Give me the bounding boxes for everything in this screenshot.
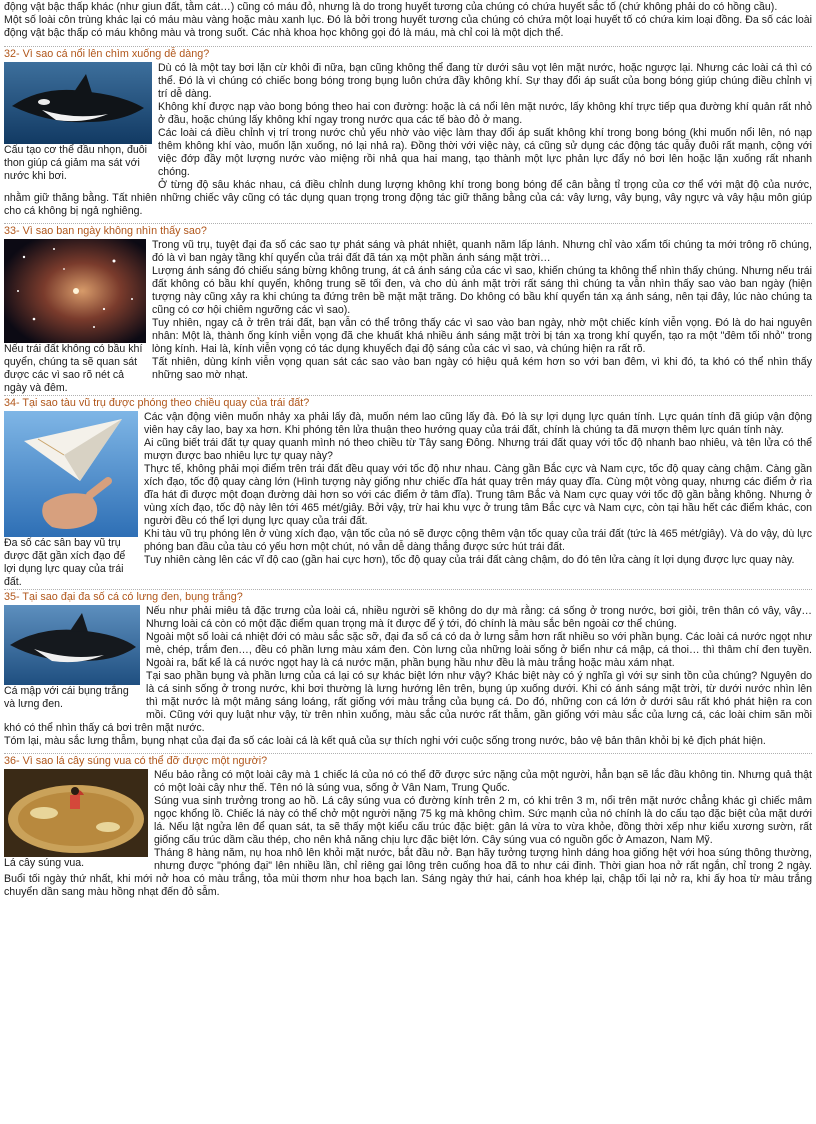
paragraph: Tuy nhiên, ngay cả ở trên trái đất, bạn vẫn có thể trông thấy các vì sao vào ban ngày, nhờ một chiếc kính viễn vọng. Đó là do hai nguyên nhân: Một là, thành ống kính viễn vọng đã che khuất khá nhiều ánh sáng mặt trời bị tán xạ trong khí quyển, tạo ra một "đêm tối nhỏ" trong lòng kính. Hai là, kính viễn vọng có tác dụng khuyếch đại độ sáng của các vì sao, và chúng hiện ra rất rõ.: [152, 317, 812, 355]
paragraph: Các vận động viên muốn nhảy xa phải lấy đà, muốn ném lao cũng lấy đà. Đó là sự lợi dụng lực quán tính. Lực quán tính đã giúp vận động viên hay cây lao, bay xa hơn. Khi phóng tên lửa thuận theo hướng quay của trái đất, chính là chúng ta đã mượn thêm lực quán tính này.: [144, 411, 812, 436]
figure: [4, 411, 138, 589]
figure-caption: Đa số các sân bay vũ trụ được đặt gần xích đạo để lợi dụng lực quay của trái đất.: [4, 537, 126, 588]
document-page: [0, 1, 816, 1124]
paragraph: Tất nhiên, dùng kính viễn vọng quan sát các sao vào ban ngày có hiệu quả kém hơn so với ban đêm, vì khi đó, ta khó có thể nhìn thấy những sao mờ nhạt.: [152, 356, 812, 381]
figure: [4, 62, 152, 183]
star-field-photo: [4, 239, 146, 343]
figure: [4, 769, 148, 870]
paragraph: Khi tàu vũ trụ phóng lên ở vùng xích đạo, vận tốc của nó sẽ được cộng thêm vận tốc quay của trái đất (tức là 465 mét/giây). Và do vậy, dù lực phóng ban đầu của tàu có yếu hơn một chút, nó vẫn dễ dàng thắng được sức hút trái đất.: [144, 528, 812, 553]
paragraph: Tuy nhiên càng lên các vĩ độ cao (gần hai cực hơn), tốc độ quay của trái đất càng chậm, do đó tên lửa càng ít lợi dụng được lực quay này.: [144, 554, 795, 566]
section-heading: 35- Tại sao đại đa số cá có lưng đen, bụng trắng?: [4, 591, 243, 603]
paragraph: Ở từng độ sâu khác nhau, cá điều chỉnh dung lượng không khí trong bong bóng để cân bằng tỉ trọng của cơ thể với mật độ của nước, nhằm giữ thăng bằng. Tất nhiên những chiếc vây cũng có tác dụng quan trọng trong động tác giữ thăng bằng của cá: vây lưng, vây bụng, vây ngực và vây hậu môn giúp cho cá không bị ngả nghiêng.: [4, 179, 812, 217]
section-33: [4, 223, 812, 394]
water-lily-leaf-photo: [4, 769, 148, 857]
figure-caption: Lá cây súng vua.: [4, 857, 85, 869]
section-heading: 33- Vì sao ban ngày không nhìn thấy sao?: [4, 225, 207, 237]
figure: [4, 239, 146, 395]
section-35: [4, 589, 812, 748]
section-36: [4, 753, 812, 899]
paper-plane-photo: [4, 411, 138, 537]
section-divider: [4, 46, 812, 47]
paragraph: Súng vua sinh trưởng trong ao hồ. Lá cây súng vua có đường kính trên 2 m, có khi trên 3 m, nổi trên mặt nước chẳng khác gì chiếc mâm ngọc khổng lồ. Chiếc lá này có thể chở một người nặng 75 kg mà không chìm. Sức mạnh của nó chính là do cấu tạo đặc biệt của mặt dưới lá. Nếu lật ngửa lên để quan sát, ta sẽ thấy một kiểu cấu trúc đặc biệt: gân lá vừa to vừa khỏe, đồng thời xếp như kiểu xương sườn, rất giống cấu trúc dầm cầu thép, cho nên khả năng chịu lực đặc biệt lớn. Cây súng vua có nguồn gốc ở Amazon, Nam Mỹ.: [154, 795, 812, 846]
paragraph: Tóm lại, màu sắc lưng thẫm, bụng nhạt của đại đa số các loài cá là kết quả của sự thích nghi với cuộc sống trong nước, bảo vệ bản thân khỏi bị kẻ địch phát hiện.: [4, 735, 766, 747]
paragraph: Ngoài một số loài cá nhiệt đới có màu sắc sặc sỡ, đại đa số cá có da ở lưng sẫm hơn rất nhiều so với phần bụng. Các loài cá nước ngọt như mè, chép, trắm đen…, đều có phần lưng màu xám đen. Còn lưng của những loài sống ở biển như cá mập, cá thoi… thì thâm chí đen tuyền. Ngoài ra, bất kể là cá nước ngọt hay là cá nước mặn, phần bụng hầu như đều là màu trắng hoặc màu xám nhạt.: [146, 631, 812, 669]
paragraph: Tại sao phần bụng và phần lưng của cá lại có sự khác biệt lớn như vậy? Khác biệt này có ý nghĩa gì với sự sinh tồn của chúng? Nguyên do là cá sinh sống ở trong nước, khi bơi thường là lưng hướng lên trên, bụng úp xuống dưới. Khi có ánh sáng mặt trời, từ dưới nước nhìn lên thì mặt nước là một mảng sáng loáng, rất giống với màu trắng của bụng cá. Do đó, những con cá lớn ở dưới sâu rất khó phát hiện ra con mồi. Cũng với quy luật như vậy, từ trên nhìn xuống, màu sắc của nước rất thẫm, gần giống với màu sắc của lưng cá, các loài chim săn mồi khó có thể nhìn thấy cá bơi trên mặt nước.: [4, 670, 812, 734]
paragraph: Không khí được nạp vào bong bóng theo hai con đường: hoặc là cá nổi lên mặt nước, lấy không khí trực tiếp qua đường khí quản rất nhỏ ở đầu, hoặc chúng lấy không khí ngay trong nước qua các tế bào đỏ ở mang.: [158, 101, 812, 126]
paragraph: Ai cũng biết trái đất tự quay quanh mình nó theo chiều từ Tây sang Đông. Nhưng trái đất quay với tốc độ nhanh bao nhiêu, và tên lửa có thể mượn được bao nhiêu lực tự quay này?: [144, 437, 812, 462]
shark-photo: [4, 605, 140, 685]
figure-caption: Nếu trái đất không có bầu khí quyển, chúng ta sẽ quan sát được các vì sao rõ nét cả ngày và đêm.: [4, 343, 143, 394]
figure: [4, 605, 140, 711]
section-32: [4, 46, 812, 218]
paragraph: Nếu bảo rằng có một loài cây mà 1 chiếc lá của nó có thể đỡ được sức nặng của một người, hẳn bạn sẽ lắc đầu không tin. Nhưng quả thật có một loài cây như thế. Tên nó là súng vua, sống ở Vân Nam, Trung Quốc.: [154, 769, 812, 794]
figure-caption: Cấu tạo cơ thể đầu nhọn, đuôi thon giúp cá giảm ma sát với nước khi bơi.: [4, 144, 148, 182]
intro-block: [4, 1, 812, 40]
section-divider: [4, 589, 812, 590]
paragraph: Nếu như phải miêu tả đặc trưng của loài cá, nhiều người sẽ không do dự mà rằng: cá sống ở trong nước, bơi giỏi, trên thân có vây, vây… Nhưng loài cá còn có một đặc điểm quan trọng mà ít được để ý tới, đó chính là màu sắc bên ngoài cơ thể chúng.: [146, 605, 812, 630]
paragraph: Trong vũ trụ, tuyệt đại đa số các sao tự phát sáng và phát nhiệt, quanh năm lấp lánh. Nhưng chỉ vào xẩm tối chúng ta mới trông rõ chúng, đó là vì ban ngày tầng khí quyển của trái đất đã tán xạ một phần ánh sáng mặt trời…: [152, 239, 812, 264]
paragraph: Lượng ánh sáng đó chiếu sáng bừng không trung, át cả ánh sáng của các vì sao, khiến chúng ta không thể nhìn thấy chúng. Nhưng nếu trái đất không có bầu khí quyển, không trung sẽ tối đen, và cho dù ánh mặt trời rất sáng thì chúng ta vẫn nhìn thấy sao vào ban ngày (hiện tượng này cũng xảy ra khi chúng ta đứng trên bề mặt mặt trăng. Do không có bầu khí quyển tán xạ ánh sáng, nên tại đây, lúc nào chúng ta cũng có cơ hội chiêm ngưỡng các vì sao).: [152, 265, 812, 316]
section-divider: [4, 223, 812, 224]
figure-caption: Cá mập với cái bụng trắng và lưng đen.: [4, 685, 129, 710]
section-heading: 32- Vì sao cá nổi lên chìm xuống dễ dàng?: [4, 48, 210, 60]
section-divider: [4, 395, 812, 396]
intro-paragraph: Một số loài côn trùng khác lại có máu màu vàng hoặc màu xanh lục. Đó là bởi trong huyết tương của chúng có chứa một loại huyết tố có chứa kim loại đồng. Đa số các loài động vật bậc thấp có máu không màu và trong suốt. Các nhà khoa học không gọi đó là máu, mà chỉ coi là một dịch thể.: [4, 14, 812, 39]
paragraph: Dù có là một tay bơi lặn cừ khôi đi nữa, bạn cũng không thể đang từ dưới sâu vọt lên mặt nước, hoặc ngược lại. Nhưng các loài cá thì có thể. Đó là vì chúng có chiếc bong bóng trong bụng luôn chứa đầy không khí. Sự thay đổi áp suất của bong bóng giúp chúng điều chỉnh vị trí dễ dàng.: [158, 62, 812, 100]
intro-paragraph: động vật bậc thấp khác (như giun đất, tằm cát…) cũng có máu đỏ, nhưng là do trong huyết tương của chúng có chứa huyết sắc tố (chứ không phải do có hồng cầu).: [4, 1, 778, 13]
paragraph: Thực tế, không phải mọi điểm trên trái đất đều quay với tốc độ như nhau. Càng gần Bắc cực và Nam cực, tốc độ quay càng chậm. Càng gần xích đạo, tốc độ quay càng lớn (Hình tượng này giống như chiếc đĩa hát quay trên máy quay đĩa. Cùng một vòng quay, nhưng các điểm ở rìa đĩa hát đi được một đoạn đường dài hơn so với các điểm ở tâm đĩa). Trung tâm Bắc và Nam cực quay với tốc độ gần bằng không. Nhưng ở vùng xích đạo, tốc độ này lên tới 465 mét/giây. Bởi vậy, trừ hai khu vực ở trung tâm Bắc cực và Nam cực, còn tại hầu hết các điểm khác, con người đều có thể lợi dụng lực quay của trái đất.: [144, 463, 812, 527]
paragraph: Tháng 8 hàng năm, nụ hoa nhô lên khỏi mặt nước, bắt đầu nở. Bạn hãy tưởng tượng hình dáng hoa giống hệt với hoa súng thông thường, nhưng được "phóng đại" lên nhiều lần, chỉ riêng gai lông trên cuống hoa đã to như cái đinh. Thời gian hoa nở rất ngắn, chỉ trong 2 ngày. Buổi tối ngày thứ nhất, khi mới nở hoa có màu trắng, tỏa mùi thơm như hoa bạch lan. Sáng ngày thứ hai, cánh hoa khép lại, chập tối lại nở ra, khi ấy hoa từ màu trắng chuyển dần sang màu hồng nhạt đến đỏ sẫm.: [4, 847, 812, 898]
section-heading: 36- Vì sao lá cây súng vua có thể đỡ được một người?: [4, 755, 268, 767]
paragraph: Các loài cá điều chỉnh vị trí trong nước chủ yếu nhờ vào việc làm thay đổi áp suất không khí trong bong bóng (khi muốn nổi lên, nó nạp thêm không khí vào, muốn lặn xuống, nó lại nhả ra). Đồng thời với việc này, cá cũng sử dụng các động tác quẫy đuôi rất mạnh, cộng với việc đớp đầy một lượng nước vào miệng rồi nhả qua hai mang, tạo thành một lực phản lực đẩy nó bơi lên hoặc lặn xuống rất nhanh chóng.: [158, 127, 812, 178]
orca-photo: [4, 62, 152, 144]
section-heading: 34- Tại sao tàu vũ trụ được phóng theo chiều quay của trái đất?: [4, 397, 310, 409]
section-34: [4, 395, 812, 588]
section-divider: [4, 753, 812, 754]
